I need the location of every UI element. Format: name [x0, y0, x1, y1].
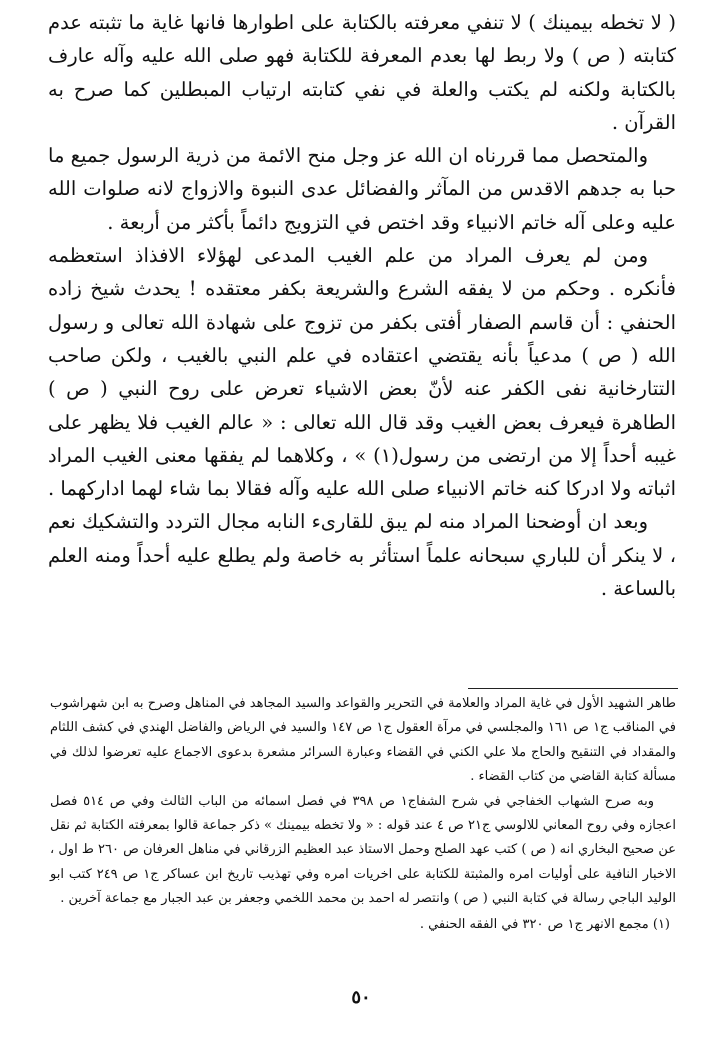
footnote-1: (١) مجمع الانهر ج١ ص ٣٢٠ في الفقه الحنفي . [419, 916, 670, 932]
paragraph-2: والمتحصل مما قررناه ان الله عز وجل منح الائمة من ذرية الرسول جميع ما حبا به جدهم الاقدس من المآثر والفضائل عدى النبوة والازواج لانه صلوات الله عليه وعلى آله خاتم الانبياء وقد اختص في التزويج دائماً بأكثر من أربعة . [48, 144, 676, 234]
paragraph-1: ( لا تخطه بيمينك ) لا تنفي معرفته بالكتابة على اطوارها فانها غاية ما تثبته عدم كتابته ( ص ) ولا ربط لها بعدم المعرفة للكتابة فهو صلى الله عليه وآله عارف بالكتابة ولكنه لم يكتب والعلة في نفي كتابته ارتياب المبطلين كما صرح به القرآن . [48, 11, 676, 134]
footnote-continuation: طاهر الشهيد الأول في غاية المراد والعلامة في التحرير والقواعد والسيد المجاهد في المناهل وصرح به ابن شهراشوب في المناقب ج١ ص ١٦١ والمجلسي في مرآة العقول ج١ ص ١٤٧ والسيد في الرياض والفاضل الهندي في كشف اللثام والمقداد في التنقيح والحاج ملا علي الكني في القضاء وعبارة السرائر مشعرة بدعوى الاجماع عليه تعرضوا لذلك في مسألة كتابة القاضي من كتاب القضاء . [50, 696, 676, 785]
page-number: ٥٠ [351, 987, 371, 1008]
main-text [48, 6, 676, 605]
page-content [48, 6, 676, 605]
paragraph-3: ومن لم يعرف المراد من علم الغيب المدعى لهؤلاء الافذاذ استعظمه فأنكره . وحكم من لا يفقه الشرع والشريعة بكفر معتقده ! يحدث شيخ زاده الحنفي : أن قاسم الصفار أفتى بكفر من تزوج على شهادة الله تعالى و رسول الله ( ص ) مدعياً بأنه يقتضي اعتقاده في علم النبي بالغيب ، ولكن صاحب التتارخانية نفى الكفر عنه لأنّ بعض الاشياء تعرض على روح النبي ( ص ) الطاهرة فيعرف بعض الغيب وقد قال الله تعالى : « عالم الغيب فلا يظهر على غيبه أحداً إلا من ارتضى من رسول(١) » ، وكلاهما لم يفقها معنى الغيب المراد اثباته ولا ادركا كنه خاتم الانبياء صلى الله عليه وآله فقالا بما شاء لهما اداركهما . [48, 244, 676, 501]
paragraph-4: وبعد ان أوضحنا المراد منه لم يبق للقارىء النابه مجال التردد والتشكيك نعم ، لا ينكر أن للباري سبحانه علماً استأثر به خاصة ولم يطلع عليه أحداً ومنه العلم بالساعة . [48, 510, 676, 601]
footnote-second: وبه صرح الشهاب الخفاجي في شرح الشفاج١ ص ٣٩٨ في فصل اسمائه من الباب الثالث وفي ص ٥١٤ فصل اعجازه وفي روح المعاني للالوسي ج٢١ ص ٤ عند قوله : « ولا تخطه بيمينك » ذكر جماعة قالوا بمعرفته الكتابة ثم نقل عن صحيح البخاري انه ( ص ) كتب عهد الصلح وحمل الاستاذ عبد العظيم الزرقاني في مناهل العرفان ص ٢٦٠ ط اول ، الاخبار النافية على أوليات امره والمثبتة للكتابة على اخريات امره وفي تهذيب تاريخ ابن عساكر ج١ ص ٢٤٩ كتب ابو الوليد الباجي رسالة في كتابة النبي ( ص ) وانتصر له احمد بن محمد اللخمي وجعفر بن عبد الجبار مع جماعة آخرين . [50, 793, 677, 907]
footnote-divider [468, 688, 678, 689]
footnotes [50, 692, 676, 937]
